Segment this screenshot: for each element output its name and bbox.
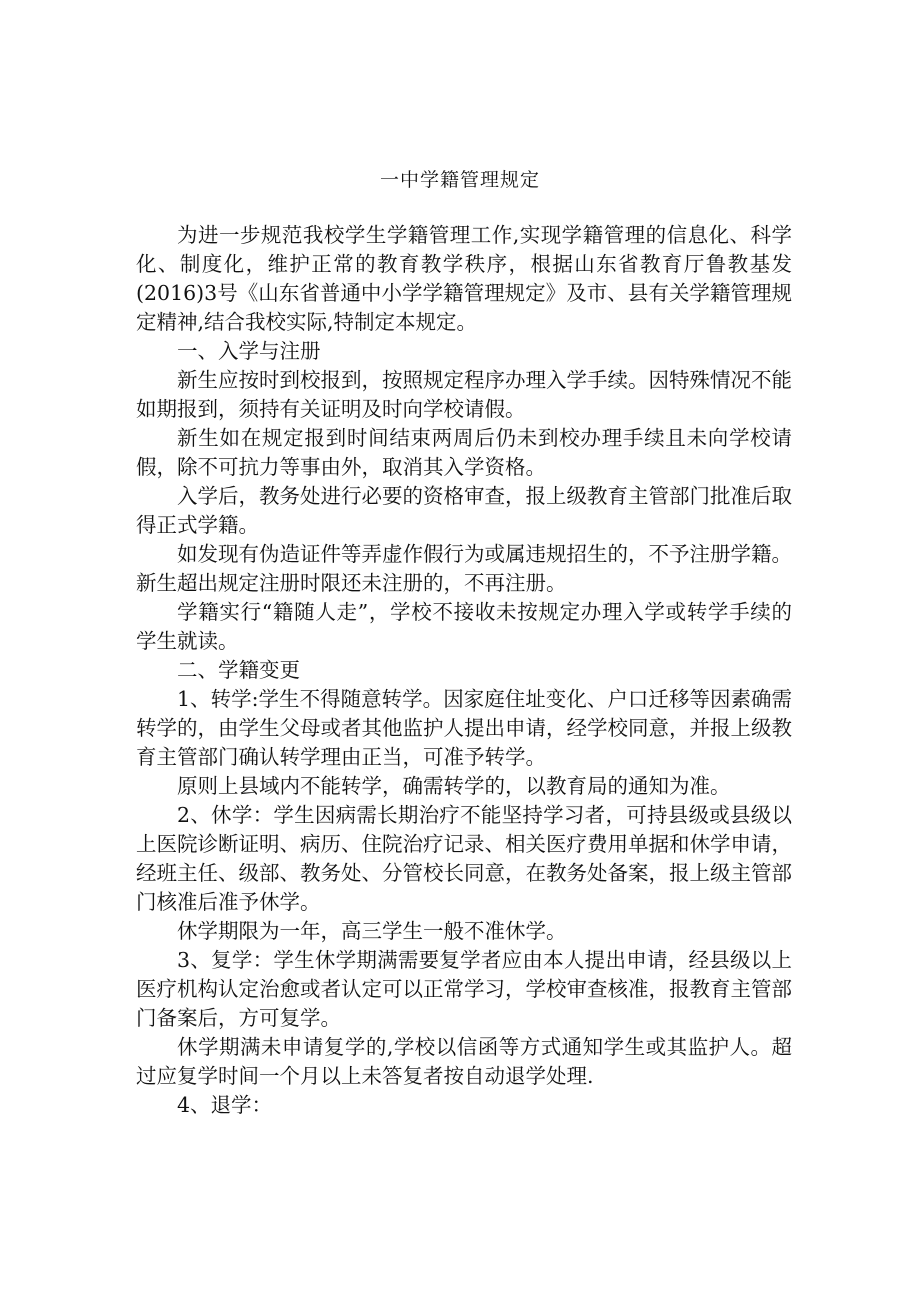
body-paragraph: 新生应按时到校报到，按照规定程序办理入学手续。因特殊情况不能如期报到，须持有关证明及时向学校请假。 [136,368,792,421]
body-paragraph: 1、转学:学生不得随意转学。因家庭住址变化、户口迁移等因素确需转学的，由学生父母或者其他监护人提出申请，经学校同意，并报上级教育主管部门确认转学理由正当，可准予转学。 [136,687,792,769]
body-paragraph: 如发现有伪造证件等弄虚作假行为或属违规招生的，不予注册学籍。新生超出规定注册时限还未注册的，不再注册。 [136,542,792,595]
body-paragraph: 休学期限为一年，高三学生一般不准休学。 [177,919,567,943]
document-title: 一中学籍管理规定 [379,169,540,191]
intro-paragraph: 为进一步规范我校学生学籍管理工作,实现学籍管理的信息化、科学化、制度化，维护正常的教育教学秩序，根据山东省教育厅鲁教基发(2016)3号《山东省普通中小学学籍管理规定》及市、县有关学籍管理规定精神,结合我校实际,特制定本规定。 [136,223,792,334]
body-paragraph: 入学后，教务处进行必要的资格审查，报上级教育主管部门批准后取得正式学籍。 [136,484,792,537]
body-paragraph: 原则上县域内不能转学，确需转学的，以教育局的通知为准。 [177,774,731,798]
body-paragraph: 2、休学：学生因病需长期治疗不能坚持学习者，可持县级或县级以上医院诊断证明、病历、住院治疗记录、相关医疗费用单据和休学申请，经班主任、级部、教务处、分管校长同意，在教务处备案，报上级主管部门核准后准予休学。 [136,803,792,914]
section-heading-status-change: 二、学籍变更 [177,658,300,682]
body-paragraph: 学籍实行“籍随人走”，学校不接收未按规定办理入学或转学手续的学生就读。 [136,600,792,653]
body-paragraph: 新生如在规定报到时间结束两周后仍未到校办理手续且未向学校请假，除不可抗力等事由外，取消其入学资格。 [136,426,792,479]
subsection-heading-withdrawal: 4、退学： [177,1093,273,1117]
document-body [136,221,792,1120]
section-heading-enrollment: 一、入学与注册 [177,339,321,363]
body-paragraph: 3、复学：学生休学期满需要复学者应由本人提出申请，经县级以上医疗机构认定治愈或者认定可以正常学习，学校审查核准，报教育主管部门备案后，方可复学。 [136,948,792,1030]
body-paragraph: 休学期满未申请复学的,学校以信函等方式通知学生或其监护人。超过应复学时间一个月以上未答复者按自动退学处理. [136,1035,792,1088]
